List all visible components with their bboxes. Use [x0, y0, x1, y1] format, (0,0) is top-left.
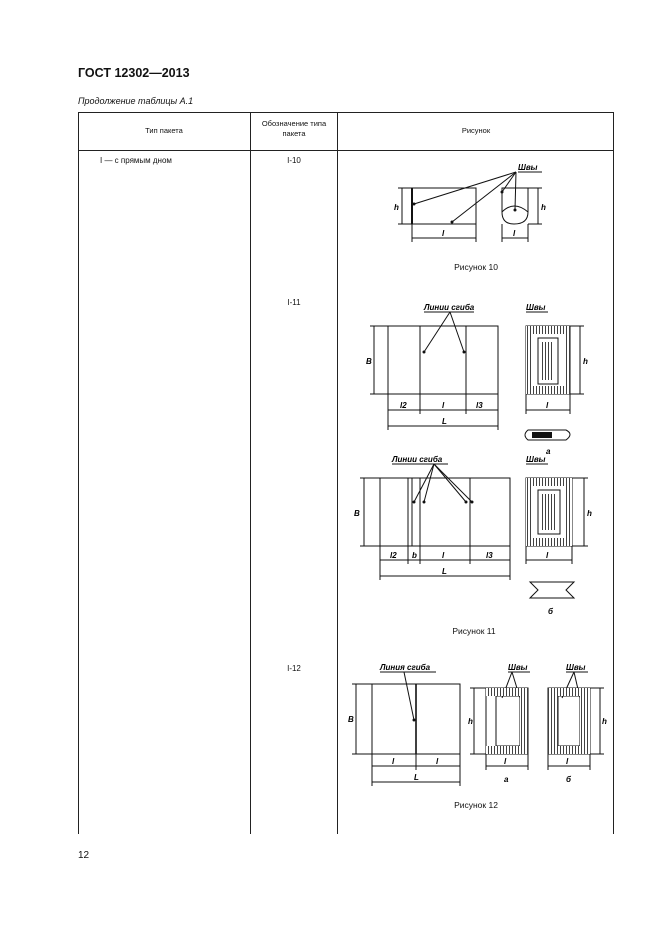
- table-caption: Продолжение таблицы А.1: [78, 96, 194, 106]
- figure-11b-dim-l: l: [442, 551, 445, 560]
- column-header-designation: [251, 119, 337, 139]
- figure-11b-drawing: [344, 454, 604, 624]
- figure-11b-dim-l2: l2: [390, 551, 397, 560]
- table-column-divider-1: [250, 112, 251, 834]
- figure-11b-section: [530, 582, 574, 598]
- figure-11b-bag-front: [380, 478, 510, 546]
- row-1-type: I — с прямым дном: [100, 156, 172, 165]
- figure-12a-dim-l: l: [504, 757, 507, 766]
- figure-11a-bag-front: [388, 326, 498, 394]
- table-border-top: [78, 112, 614, 113]
- row-3-designation: I-12: [287, 664, 301, 673]
- figure-11b-dim-l-side: l: [546, 551, 549, 560]
- column-header-figure: Рисунок: [461, 126, 491, 135]
- figure-12-caption: Рисунок 12: [454, 800, 498, 810]
- figure-12a-variant-label: а: [504, 775, 509, 784]
- figure-11a-dim-l3: l3: [476, 401, 483, 410]
- figure-11b-dim-h: h: [587, 509, 592, 518]
- column-header-type: Тип пакета: [145, 126, 183, 135]
- row-2-designation: I-11: [287, 298, 301, 307]
- figure-11b-dim-L: L: [442, 567, 447, 576]
- column-header-designation-line1: Обозначение типа: [261, 119, 327, 128]
- figure-11a-dim-h: h: [583, 357, 588, 366]
- table-column-divider-2: [337, 112, 338, 834]
- column-header-designation-line2: пакета: [282, 129, 306, 138]
- page-number: 12: [78, 850, 90, 861]
- figure-12b-dim-l: l: [566, 757, 569, 766]
- figure-12b-dim-h: h: [602, 717, 607, 726]
- document-code: ГОСТ 12302—2013: [78, 66, 190, 80]
- figure-11a-dim-L: L: [442, 417, 447, 426]
- figure-10-bag-front: [412, 188, 476, 224]
- figure-11a-drawing: [362, 298, 602, 458]
- figure-11b-dim-B: B: [354, 509, 360, 518]
- figure-10-dim-l-side: l: [513, 229, 516, 238]
- figure-10-dim-h-right: h: [541, 203, 546, 212]
- figure-12-dim-l-right: l: [436, 757, 439, 766]
- figure-12b-seams-label: Швы: [566, 663, 586, 672]
- figure-12-dim-L: L: [414, 773, 419, 782]
- figure-12a-dim-h: h: [468, 717, 473, 726]
- figure-12a-seams-label: Швы: [508, 663, 528, 672]
- figure-10-dim-l: l: [442, 229, 445, 238]
- figure-11a-dim-l-side: l: [546, 401, 549, 410]
- figure-11a-dim-B: B: [366, 357, 372, 366]
- figure-10-dim-h-left: h: [394, 203, 399, 212]
- figure-12b-variant-label: б: [566, 775, 571, 784]
- figure-11-caption: Рисунок 11: [452, 626, 496, 636]
- table-header-divider: [78, 150, 614, 151]
- table-border-left: [78, 112, 79, 834]
- figure-11a-dim-l2: l2: [400, 401, 407, 410]
- figure-11a-seams-label: Швы: [526, 303, 546, 312]
- figure-10-seams-label: Швы: [518, 163, 538, 172]
- figure-11b-variant-label: б: [548, 607, 553, 616]
- figure-11a-fold-lines-label: Линии сгиба: [424, 303, 475, 312]
- figure-11b-dim-b: b: [412, 551, 417, 560]
- figure-12-dim-B: B: [348, 715, 354, 724]
- row-1-designation: I-10: [287, 156, 301, 165]
- figure-12-fold-line-label: Линия сгиба: [380, 663, 431, 672]
- figure-11a-dim-l: l: [442, 401, 445, 410]
- figure-12-drawing: [344, 662, 614, 792]
- figure-11b-fold-lines-label: Линии сгиба: [392, 455, 443, 464]
- figure-10-caption: Рисунок 10: [454, 262, 498, 272]
- figure-10-drawing: [390, 160, 560, 250]
- figure-11b-dim-l3: l3: [486, 551, 493, 560]
- figure-12-dim-l-left: l: [392, 757, 395, 766]
- figure-11a-variant-label: а: [546, 447, 551, 456]
- figure-11b-seams-label: Швы: [526, 455, 546, 464]
